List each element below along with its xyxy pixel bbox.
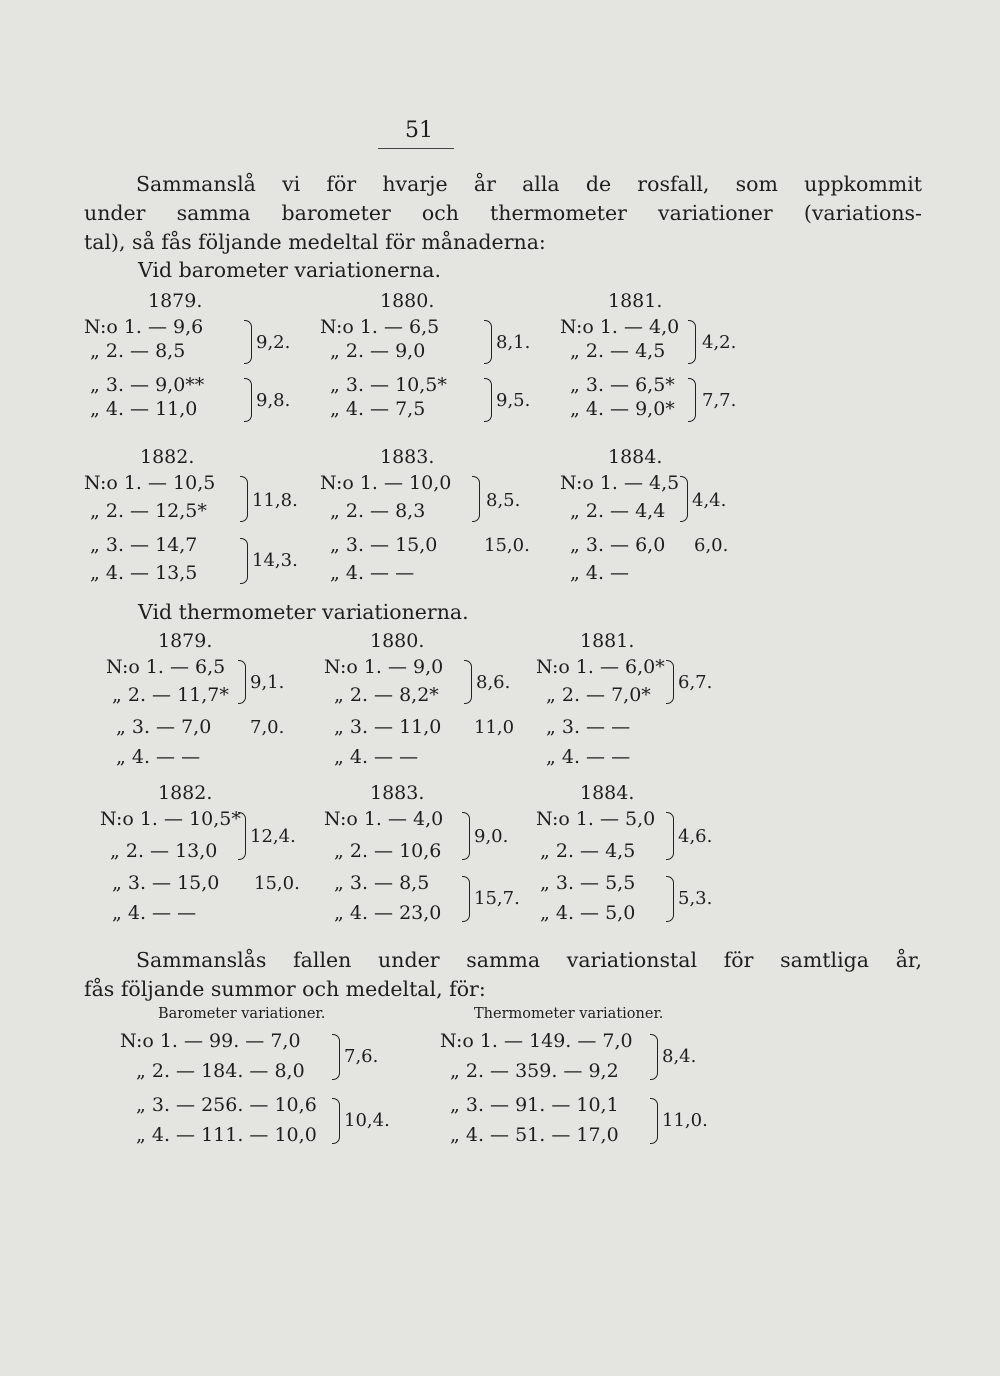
table-row: „ 2. — 11,7* [112, 684, 229, 706]
group-brace [688, 378, 696, 422]
table-row: „ 2. — 12,5* [90, 500, 207, 522]
group-brace [238, 812, 246, 860]
group-mean: 4,2. [702, 332, 737, 353]
group-brace [332, 1098, 340, 1144]
table-row: „ 3. — 6,5* [570, 374, 675, 396]
table-row: „ 4. — — [116, 746, 201, 768]
group-mean: 9,8. [256, 390, 291, 411]
year-label: 1882. [158, 782, 213, 804]
group-mean: 15,0. [484, 535, 530, 556]
table-row: N:o 1. — 6,5 [106, 656, 226, 678]
table-row: „ 3. — 15,0 [330, 534, 438, 556]
table-row: N:o 1. — 9,6 [84, 316, 204, 338]
table-row: N:o 1. — 10,5* [100, 808, 241, 830]
group-brace [244, 320, 252, 364]
intro-paragraph [84, 170, 922, 257]
group-mean: 15,0. [254, 873, 300, 894]
table-row: „ 2. — 9,0 [330, 340, 426, 362]
year-label: 1879. [158, 630, 213, 652]
group-mean: 6,0. [694, 535, 729, 556]
group-mean: 7,6. [344, 1046, 379, 1067]
year-label: 1883. [380, 446, 435, 468]
intro-line: Sammanslå vi för hvarje år alla de rosfall, som uppkommit [136, 172, 922, 196]
table-row: N:o 1. — 10,0 [320, 472, 452, 494]
table-row: „ 2. — 184. — 8,0 [136, 1060, 305, 1082]
year-label: 1882. [140, 446, 195, 468]
year-label: 1881. [580, 630, 635, 652]
group-brace [462, 876, 470, 922]
group-brace [464, 660, 472, 704]
year-label: 1881. [608, 290, 663, 312]
table-row: „ 3. — 91. — 10,1 [450, 1094, 619, 1116]
table-row: „ 2. — 13,0 [110, 840, 218, 862]
summary-line: Sammanslås fallen under samma variationstal för samtliga år, [136, 948, 922, 972]
table-row: N:o 1. — 99. — 7,0 [120, 1030, 301, 1052]
table-row: „ 4. — — [112, 902, 197, 924]
table-row: N:o 1. — 10,5 [84, 472, 216, 494]
group-mean: 7,7. [702, 390, 737, 411]
table-row: N:o 1. — 4,5 [560, 472, 680, 494]
table-row: „ 3. — 15,0 [112, 872, 220, 894]
table-row: „ 4. — 5,0 [540, 902, 636, 924]
table-row: „ 3. — 5,5 [540, 872, 636, 894]
year-label: 1883. [370, 782, 425, 804]
year-label: 1879. [148, 290, 203, 312]
group-mean: 9,1. [250, 672, 285, 693]
table-row: „ 2. — 359. — 9,2 [450, 1060, 619, 1082]
group-mean: 10,4. [344, 1110, 390, 1131]
table-row: „ 4. — 7,5 [330, 398, 426, 420]
year-label: 1880. [380, 290, 435, 312]
group-mean: 8,6. [476, 672, 511, 693]
group-brace [666, 812, 674, 860]
group-mean: 9,2. [256, 332, 291, 353]
table-row: „ 4. — — [334, 746, 419, 768]
summary-line: fås följande summor och medeltal, för: [84, 977, 486, 1001]
table-row: N:o 1. — 6,0* [536, 656, 665, 678]
group-mean: 12,4. [250, 826, 296, 847]
summary-subhead-thermometer: Thermometer variationer. [474, 1006, 664, 1022]
table-row: „ 2. — 4,5 [570, 340, 666, 362]
table-row: „ 3. — 9,0** [90, 374, 205, 396]
barometer-heading: Vid barometer variationerna. [138, 258, 441, 282]
table-row: N:o 1. — 149. — 7,0 [440, 1030, 633, 1052]
group-mean: 8,4. [662, 1046, 697, 1067]
group-brace [244, 378, 252, 422]
summary-subhead-barometer: Barometer variationer. [158, 1006, 326, 1022]
table-row: „ 4. — 51. — 17,0 [450, 1124, 619, 1146]
group-mean: 4,6. [678, 826, 713, 847]
group-mean: 9,5. [496, 390, 531, 411]
group-mean: 11,0 [474, 717, 515, 738]
intro-line: under samma barometer och thermometer variationer (variations- [84, 201, 922, 225]
group-mean: 8,1. [496, 332, 531, 353]
group-mean: 8,5. [486, 490, 521, 511]
group-mean: 9,0. [474, 826, 509, 847]
table-row: „ 2. — 4,4 [570, 500, 666, 522]
table-row: N:o 1. — 6,5 [320, 316, 440, 338]
group-brace [650, 1098, 658, 1144]
table-row: „ 4. — 111. — 10,0 [136, 1124, 317, 1146]
intro-line: tal), så fås följande medeltal för månaderna: [84, 230, 546, 254]
group-brace [238, 660, 246, 704]
table-row: „ 2. — 10,6 [334, 840, 442, 862]
group-brace [666, 660, 674, 704]
table-row: „ 4. — — [546, 746, 631, 768]
table-row: „ 3. — 6,0 [570, 534, 666, 556]
year-label: 1884. [608, 446, 663, 468]
table-row: „ 4. — 23,0 [334, 902, 442, 924]
group-brace [650, 1034, 658, 1080]
group-mean: 4,4. [692, 490, 727, 511]
group-brace [472, 476, 480, 522]
table-row: „ 2. — 7,0* [546, 684, 651, 706]
table-row: „ 4. — — [330, 562, 415, 584]
group-mean: 7,0. [250, 717, 285, 738]
group-mean: 15,7. [474, 888, 520, 909]
table-row: „ 3. — 7,0 [116, 716, 212, 738]
table-row: „ 4. — 13,5 [90, 562, 198, 584]
page-number-rule [378, 148, 454, 149]
table-row: „ 3. — 10,5* [330, 374, 447, 396]
year-label: 1880. [370, 630, 425, 652]
group-brace [484, 378, 492, 422]
group-brace [484, 320, 492, 364]
table-row: „ 2. — 8,5 [90, 340, 186, 362]
year-label: 1884. [580, 782, 635, 804]
summary-paragraph [84, 946, 922, 1004]
table-row: „ 4. — 11,0 [90, 398, 198, 420]
group-mean: 11,8. [252, 490, 298, 511]
group-mean: 14,3. [252, 550, 298, 571]
table-row: „ 3. — 256. — 10,6 [136, 1094, 317, 1116]
group-brace [332, 1034, 340, 1080]
table-row: „ 2. — 4,5 [540, 840, 636, 862]
table-row: „ 3. — 14,7 [90, 534, 198, 556]
table-row: N:o 1. — 4,0 [560, 316, 680, 338]
table-row: „ 2. — 8,3 [330, 500, 426, 522]
table-row: „ 3. — 11,0 [334, 716, 442, 738]
table-row: „ 4. — [570, 562, 630, 584]
page-number: 51 [405, 118, 433, 143]
table-row: „ 2. — 8,2* [334, 684, 439, 706]
table-row: „ 3. — — [546, 716, 631, 738]
group-mean: 6,7. [678, 672, 713, 693]
table-row: „ 3. — 8,5 [334, 872, 430, 894]
group-brace [240, 538, 248, 584]
group-brace [666, 876, 674, 922]
group-mean: 11,0. [662, 1110, 708, 1131]
group-brace [680, 476, 688, 522]
group-brace [688, 320, 696, 364]
table-row: N:o 1. — 4,0 [324, 808, 444, 830]
table-row: N:o 1. — 9,0 [324, 656, 444, 678]
group-mean: 5,3. [678, 888, 713, 909]
thermometer-heading: Vid thermometer variationerna. [138, 600, 469, 624]
table-row: N:o 1. — 5,0 [536, 808, 656, 830]
table-row: „ 4. — 9,0* [570, 398, 675, 420]
group-brace [240, 476, 248, 522]
group-brace [462, 812, 470, 860]
